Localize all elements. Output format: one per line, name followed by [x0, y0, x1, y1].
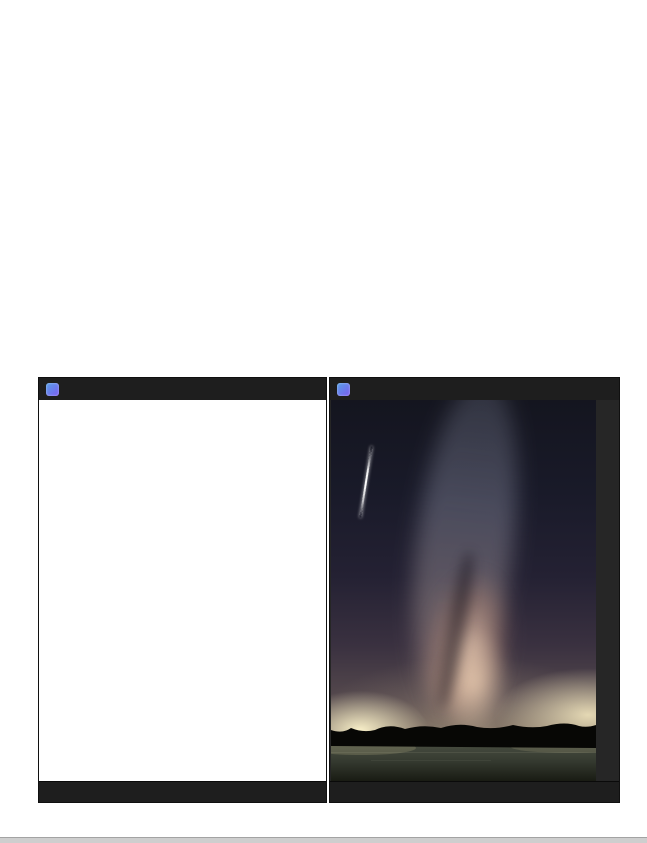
horizon-treeline: [331, 712, 596, 781]
photos-window-milky-way: [329, 377, 620, 803]
star-chart[interactable]: [39, 400, 326, 781]
photos-app-icon: [337, 383, 350, 396]
filmstrip-icon[interactable]: [337, 784, 352, 800]
document-body: [44, 73, 606, 82]
right-titlebar[interactable]: [330, 378, 619, 400]
left-bottom-toolbar: [39, 781, 326, 802]
right-window-content: [330, 400, 619, 781]
milky-way-photo[interactable]: [331, 400, 596, 781]
left-titlebar[interactable]: [39, 378, 326, 400]
left-window-content: [39, 400, 326, 781]
right-bottom-toolbar: [330, 781, 619, 802]
page-bottom-edge: [0, 837, 647, 843]
filmstrip-icon[interactable]: [46, 784, 61, 800]
photos-window-star-chart: [38, 377, 327, 803]
star-chart-svg: [39, 400, 326, 781]
windows-row: [38, 377, 620, 803]
photos-app-icon: [46, 383, 59, 396]
